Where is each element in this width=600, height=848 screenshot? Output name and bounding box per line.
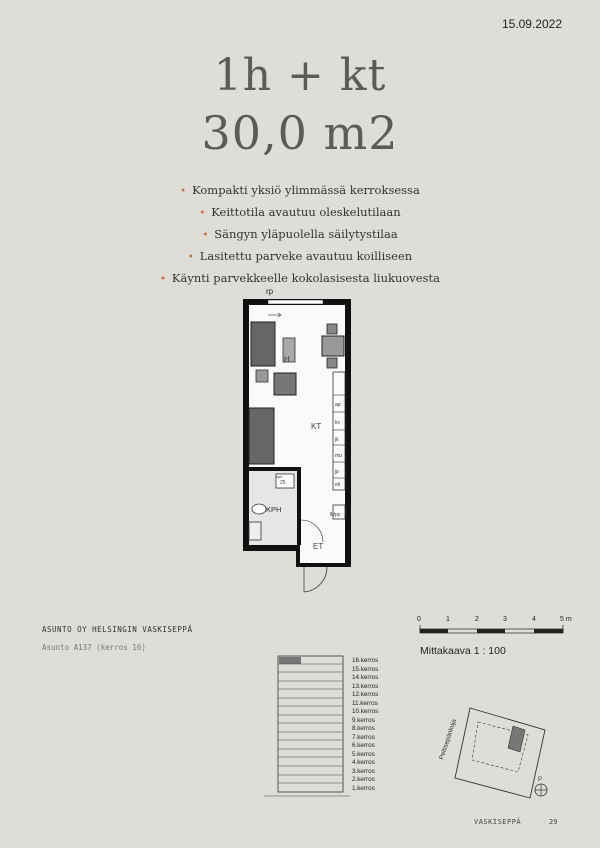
label-kv: kv [335,420,340,426]
feature-item: • Keittotila avautuu oleskelutilaan [199,205,401,219]
floor-label: 15.kerros [352,666,379,673]
bullet-icon: • [160,274,166,285]
bullet-icon: • [202,230,209,241]
floor-label: 12.kerros [352,691,379,698]
floor-label: 4.kerros [352,759,375,766]
room-label-kt: KT [311,422,322,431]
room-label-h: H [284,355,290,364]
room-label-kph: KPH [266,505,282,514]
label-ap: ap [335,402,341,408]
site-outline [455,708,545,798]
floor-label: 7.kerros [352,734,375,741]
scale-tick: 5 m [560,616,572,623]
floor-label: 6.kerros [352,742,375,749]
bullet-icon: • [199,208,206,219]
floor-label: 2.kerros [352,776,375,783]
floor-label: 1.kerros [352,785,375,792]
north-label: P [538,777,543,783]
bullet-icon: • [180,186,187,197]
unit-info: Asunto A137 (kerros 16) [42,643,146,652]
apartment-type: 1h + kt [213,50,387,101]
footer-project-name: VASKISEPPÄ [474,818,522,826]
scale-tick: 4 [532,616,536,623]
scale-tick: 2 [475,616,479,623]
floor-label: 8.kerros [352,725,375,732]
scale-label: Mittakaava 1 : 100 [420,645,506,657]
date: 15.09.2022 [501,17,562,31]
page-number: 29 [549,818,558,826]
floor-label: 10.kerros [352,708,379,715]
feature-item: • Lasitettu parveke avautuu koilliseen [187,249,413,263]
label-jp: jp [335,469,339,475]
label-lk: lk/py [330,512,341,518]
street-label: Peltisepänkuja [438,718,458,761]
label-jk: jk [335,437,339,443]
feature-item: • Kompakti yksiö ylimmässä kerroksessa [180,183,420,197]
label-kph-small: kph [276,474,283,479]
label-mu: mu [335,453,342,459]
floor-label: 3.kerros [352,768,375,775]
floor-label: 13.kerros [352,683,379,690]
bullet-icon: • [187,252,194,263]
label-25: 25 [280,480,286,486]
floor-label: 14.kerros [352,674,379,681]
floor-label: 9.kerros [352,717,375,724]
unit-highlight [508,726,525,752]
feature-item: • Käynti parvekkeelle kokolasisesta liukuovesta [160,271,440,285]
room-label-et: ET [313,542,324,551]
scale-tick: 1 [446,616,450,623]
feature-item: • Sängyn yläpuolella säilytystilaa [202,227,398,241]
label-eli: eli [335,482,341,488]
scale-tick: 0 [417,616,421,623]
floor-label: 11.kerros [352,700,378,707]
company-name: ASUNTO OY HELSINGIN VASKISEPPÄ [42,625,193,634]
scale-tick: 3 [503,616,507,623]
floor-label: 5.kerros [352,751,375,758]
apartment-area: 30,0 m2 [201,106,399,160]
rp-label: rp [266,287,274,296]
floor-label: 16.kerros [352,657,379,664]
